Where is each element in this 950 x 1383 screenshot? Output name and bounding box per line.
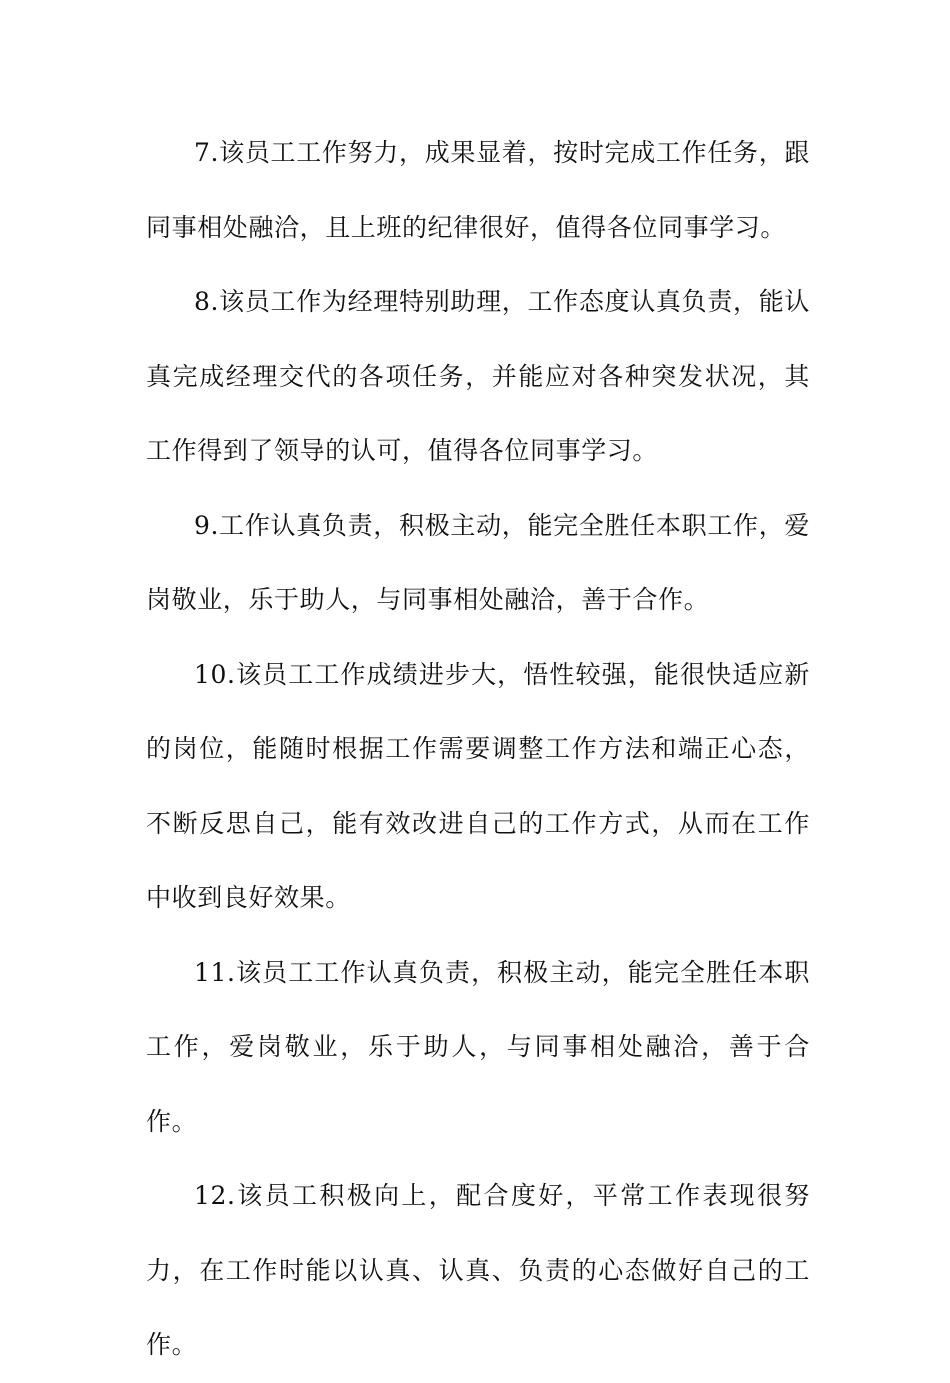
paragraph-9: 9.工作认真负责，积极主动，能完全胜任本职工作，爱岗敬业，乐于助人，与同事相处融洽，善于合作。: [146, 510, 810, 614]
paragraph-8: 8.该员工作为经理特别助理，工作态度认真负责，能认真完成经理交代的各项任务，并能应对各种突发状况，其工作得到了领导的认可，值得各位同事学习。: [146, 287, 810, 465]
document-body: [146, 116, 810, 1383]
paragraph-7: 7.该员工工作努力，成果显着，按时完成工作任务，跟同事相处融洽，且上班的纪律很好，值得各位同事学习。: [146, 138, 810, 242]
paragraph-12: 12.该员工积极向上，配合度好，平常工作表现很努力，在工作时能以认真、认真、负责的心态做好自己的工作。: [146, 1181, 810, 1359]
paragraph-10: 10.该员工工作成绩进步大，悟性较强，能很快适应新的岗位，能随时根据工作需要调整工作方法和端正心态，不断反思自己，能有效改进自己的工作方式，从而在工作中收到良好效果。: [146, 659, 810, 912]
paragraph-11: 11.该员工工作认真负责，积极主动，能完全胜任本职工作，爱岗敬业，乐于助人，与同事相处融洽，善于合作。: [146, 957, 810, 1136]
